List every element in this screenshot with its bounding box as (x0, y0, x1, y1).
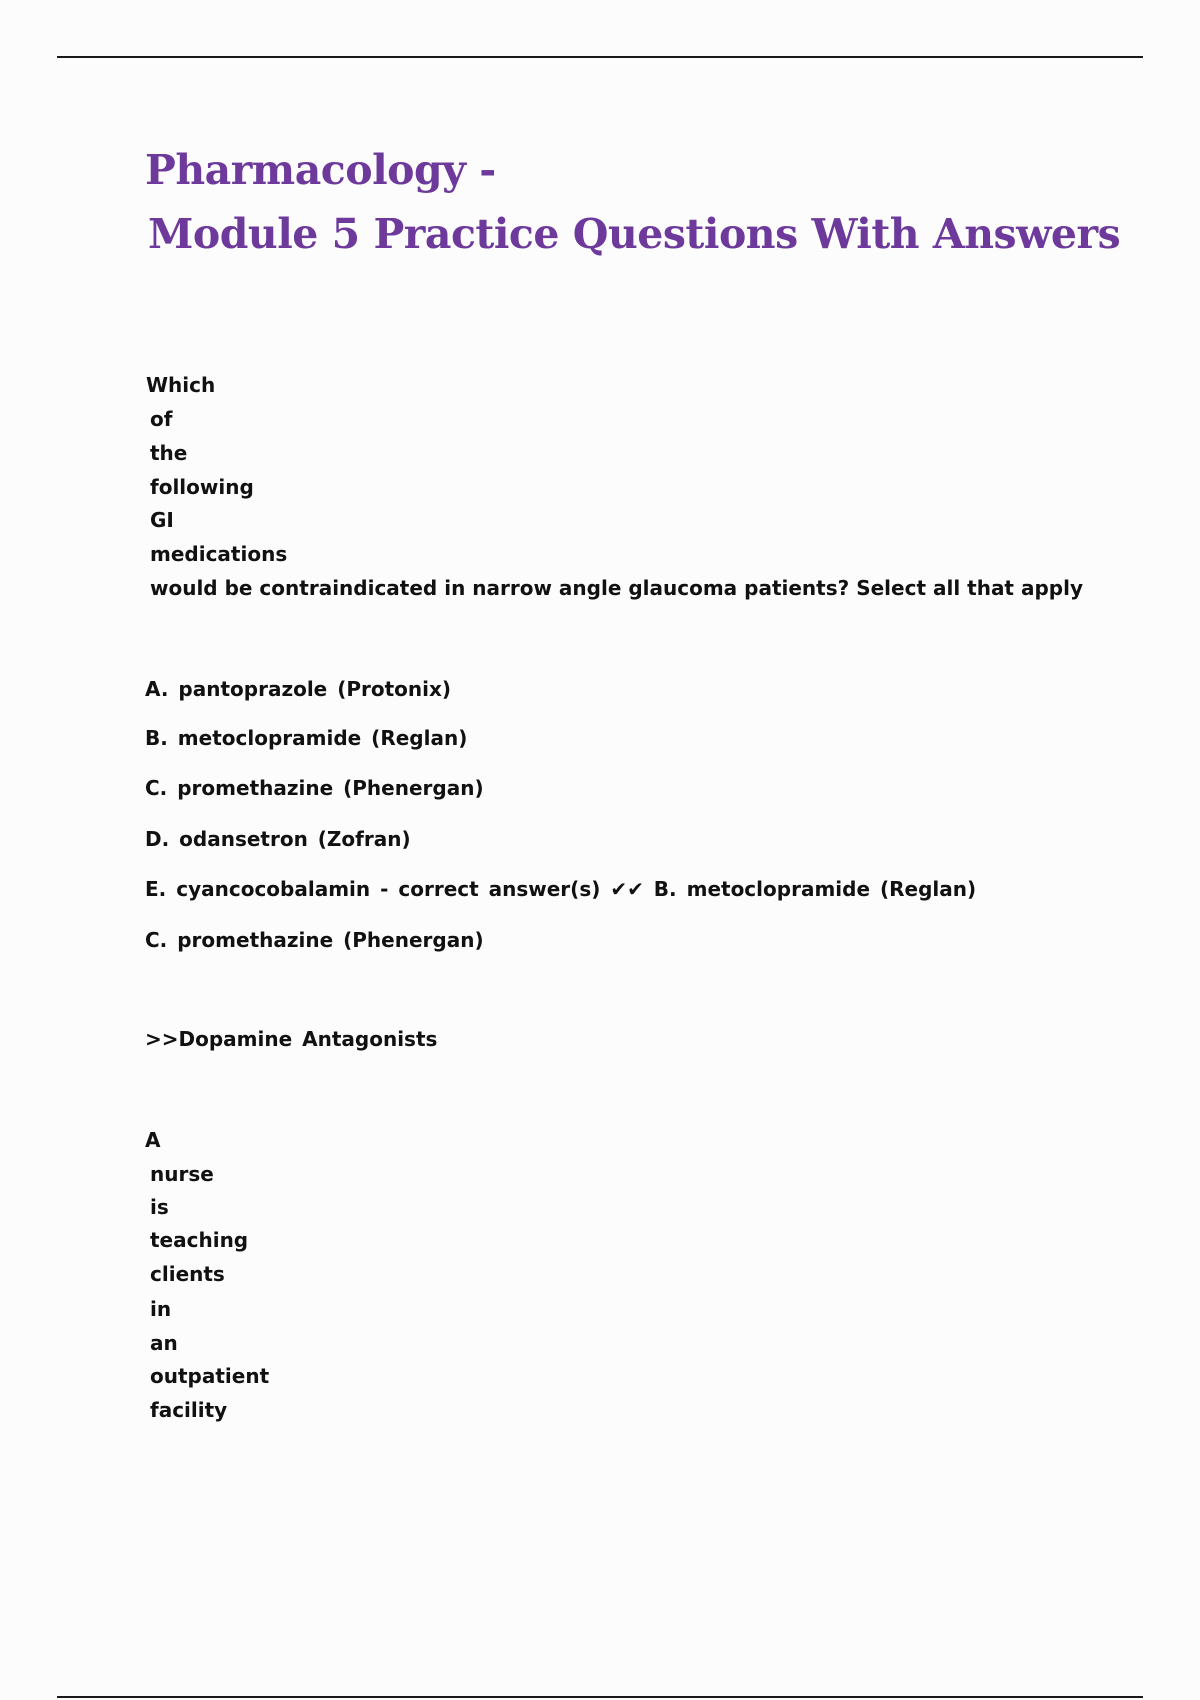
question1-stem-word: the (150, 441, 188, 465)
question1-rationale: >>Dopamine Antagonists (145, 1027, 438, 1051)
question2-stem-word: A (145, 1128, 161, 1152)
question1-stem-word: of (150, 407, 173, 431)
question2-stem-word: clients (150, 1262, 225, 1286)
question1-option-b: B. metoclopramide (Reglan) (145, 726, 468, 750)
question2-stem-word: facility (150, 1398, 228, 1422)
question1-option-a: A. pantoprazole (Protonix) (145, 677, 452, 701)
question1-stem-word: GI (150, 508, 174, 532)
question1-option-c: C. promethazine (Phenergan) (145, 776, 484, 800)
question2-stem-word: teaching (150, 1228, 249, 1252)
question1-stem-word: following (150, 475, 254, 499)
header-rule (57, 56, 1143, 58)
question2-stem-word: nurse (150, 1162, 214, 1186)
question1-option-d: D. odansetron (Zofran) (145, 827, 411, 851)
question1-stem-last-line: would be contraindicated in narrow angle glaucoma patients? Select all that apply (150, 576, 1083, 600)
page-title-line-1: Pharmacology - (145, 146, 496, 194)
question1-stem-word: Which (146, 373, 216, 397)
question1-stem-word: medications (150, 542, 288, 566)
question2-stem-word: outpatient (150, 1364, 270, 1388)
question2-stem-word: in (150, 1297, 172, 1321)
question2-stem-word: is (150, 1195, 169, 1219)
footer-rule (57, 1696, 1143, 1698)
question2-stem-word: an (150, 1331, 178, 1355)
page-title-line-2: Module 5 Practice Questions With Answers (148, 210, 1121, 258)
question1-option-e-with-answer: E. cyancocobalamin - correct answer(s) ✔✔ B. metoclopramide (Reglan) (145, 877, 977, 901)
question1-answer-continuation: C. promethazine (Phenergan) (145, 928, 484, 952)
